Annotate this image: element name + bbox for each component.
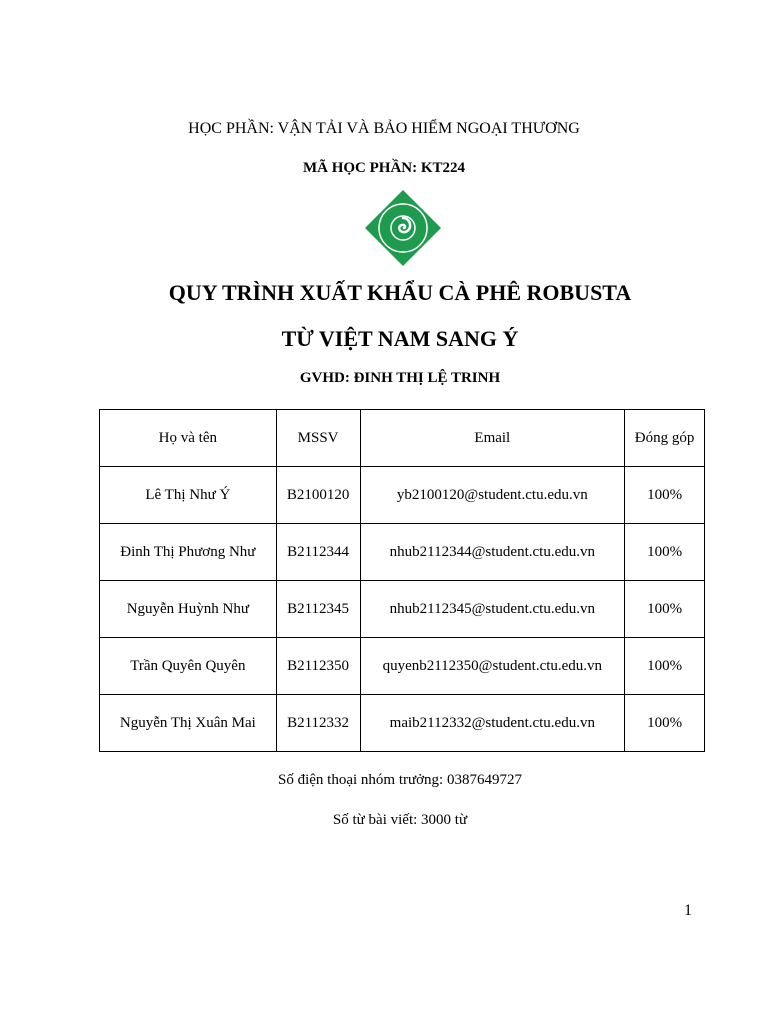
table-row bbox=[100, 638, 705, 695]
member-id: B2112344 bbox=[276, 524, 360, 581]
member-email: maib2112332@student.ctu.edu.vn bbox=[360, 695, 625, 752]
member-name: Nguyễn Huỳnh Như bbox=[100, 581, 277, 638]
table-row bbox=[100, 524, 705, 581]
leader-phone: Số điện thoại nhóm trưởng: 0387649727 bbox=[278, 772, 522, 788]
word-count: Số từ bài viết: 3000 từ bbox=[332, 812, 468, 828]
member-id: B2112345 bbox=[276, 581, 360, 638]
header-student-id: MSSV bbox=[276, 410, 360, 467]
member-email: nhub2112345@student.ctu.edu.vn bbox=[360, 581, 625, 638]
logo-graphic bbox=[363, 188, 443, 268]
member-id: B2112350 bbox=[276, 638, 360, 695]
member-contribution: 100% bbox=[625, 638, 705, 695]
table-row bbox=[100, 467, 705, 524]
member-table bbox=[99, 409, 705, 752]
course-title: HỌC PHẦN: VẬN TẢI VÀ BẢO HIỂM NGOẠI THƯƠNG bbox=[188, 120, 580, 137]
document-title-line-2: TỪ VIỆT NAM SANG Ý bbox=[281, 326, 519, 351]
page-number: 1 bbox=[684, 902, 692, 919]
header-contribution: Đóng góp bbox=[625, 410, 705, 467]
member-contribution: 100% bbox=[625, 467, 705, 524]
member-contribution: 100% bbox=[625, 695, 705, 752]
table-row bbox=[100, 581, 705, 638]
member-name: Nguyễn Thị Xuân Mai bbox=[100, 695, 277, 752]
table-header-row bbox=[100, 410, 705, 467]
course-code: MÃ HỌC PHẦN: KT224 bbox=[302, 160, 466, 176]
advisor-name: GVHD: ĐINH THỊ LỆ TRINH bbox=[299, 370, 501, 386]
member-contribution: 100% bbox=[625, 581, 705, 638]
member-email: quyenb2112350@student.ctu.edu.vn bbox=[360, 638, 625, 695]
header-name: Họ và tên bbox=[100, 410, 277, 467]
header-email: Email bbox=[360, 410, 625, 467]
member-name: Lê Thị Như Ý bbox=[100, 467, 277, 524]
member-email: yb2100120@student.ctu.edu.vn bbox=[360, 467, 625, 524]
member-email: nhub2112344@student.ctu.edu.vn bbox=[360, 524, 625, 581]
member-id: B2112332 bbox=[276, 695, 360, 752]
school-of-economics-logo bbox=[363, 188, 443, 268]
member-name: Đinh Thị Phương Như bbox=[100, 524, 277, 581]
member-name: Trần Quyên Quyên bbox=[100, 638, 277, 695]
document-title-line-1: QUY TRÌNH XUẤT KHẨU CÀ PHÊ ROBUSTA bbox=[168, 280, 632, 305]
member-contribution: 100% bbox=[625, 524, 705, 581]
table-row bbox=[100, 695, 705, 752]
member-id: B2100120 bbox=[276, 467, 360, 524]
